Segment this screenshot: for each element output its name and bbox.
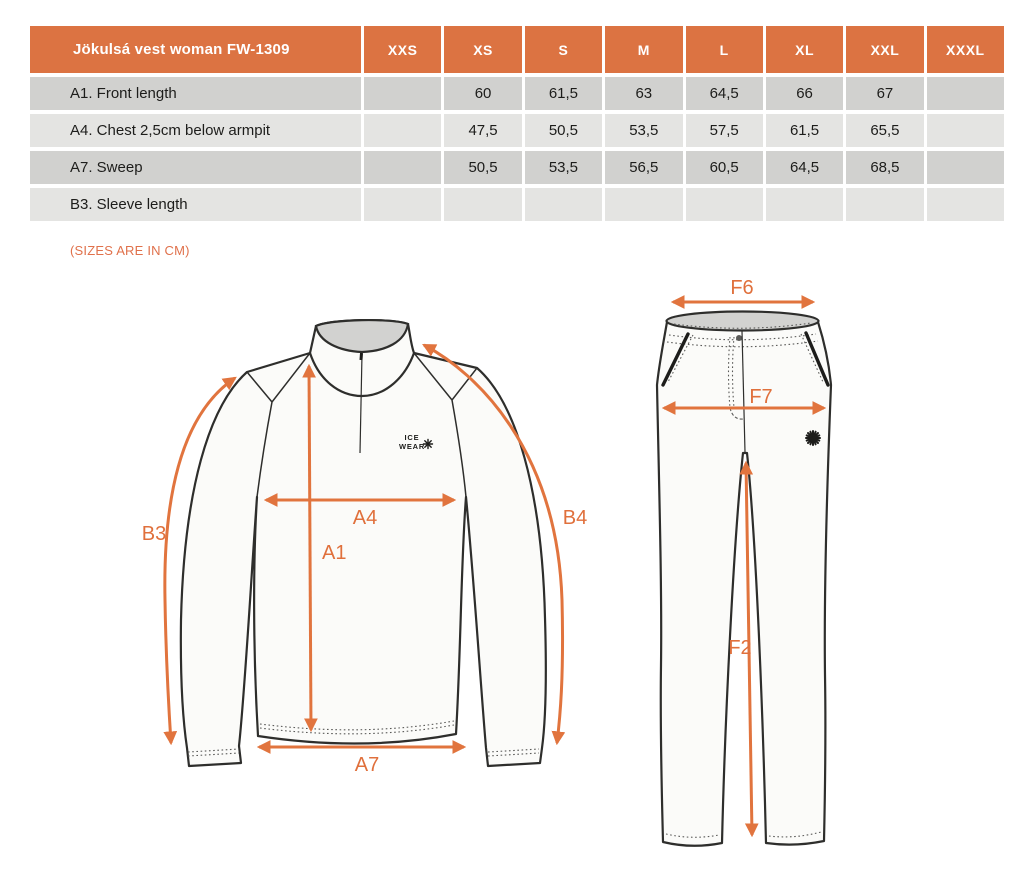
label-f6: F6	[730, 277, 754, 299]
size-value	[364, 114, 441, 147]
size-value	[605, 188, 682, 221]
size-value: 60	[444, 77, 521, 110]
size-value: 61,5	[766, 114, 843, 147]
size-value: 67	[846, 77, 923, 110]
pants-snowflake-icon	[806, 431, 820, 445]
column-header-xl: XL	[766, 26, 843, 73]
size-value: 56,5	[605, 151, 682, 184]
size-value: 65,5	[846, 114, 923, 147]
size-value	[364, 151, 441, 184]
label-f2: F2	[728, 637, 752, 659]
label-b4: B4	[562, 507, 588, 529]
size-value: 57,5	[686, 114, 763, 147]
pants-drawing	[657, 312, 831, 846]
logo-text-ice: ICE	[404, 433, 420, 442]
label-a4: A4	[352, 507, 378, 529]
size-value: 50,5	[525, 114, 602, 147]
size-chart-table	[30, 26, 1004, 221]
size-value	[927, 77, 1004, 110]
waist-button	[736, 335, 742, 341]
size-value	[364, 188, 441, 221]
row-label-chest: A4. Chest 2,5cm below armpit	[30, 114, 361, 147]
label-a1: A1	[322, 542, 347, 564]
size-value: 53,5	[525, 151, 602, 184]
size-chart-title: Jökulsá vest woman FW-1309	[30, 26, 361, 73]
size-value: 64,5	[766, 151, 843, 184]
size-value: 64,5	[686, 77, 763, 110]
column-header-xs: XS	[444, 26, 521, 73]
pants-diagram	[630, 275, 860, 865]
row-label-sleeve-length: B3. Sleeve length	[30, 188, 361, 221]
label-f7: F7	[749, 386, 773, 408]
label-a7: A7	[354, 754, 380, 776]
column-header-l: L	[686, 26, 763, 73]
size-value: 53,5	[605, 114, 682, 147]
arrow-a1	[309, 366, 311, 730]
column-header-m: M	[605, 26, 682, 73]
row-label-front-length: A1. Front length	[30, 77, 361, 110]
size-value: 61,5	[525, 77, 602, 110]
top-garment-diagram	[125, 300, 605, 780]
column-header-s: S	[525, 26, 602, 73]
column-header-xxs: XXS	[364, 26, 441, 73]
label-b3: B3	[141, 523, 167, 545]
size-value: 60,5	[686, 151, 763, 184]
size-value	[525, 188, 602, 221]
size-value: 68,5	[846, 151, 923, 184]
column-header-xxxl: XXXL	[927, 26, 1004, 73]
size-value	[686, 188, 763, 221]
size-value	[364, 77, 441, 110]
size-value	[927, 151, 1004, 184]
column-header-xxl: XXL	[846, 26, 923, 73]
sweater-drawing	[181, 320, 546, 766]
logo-text-wear: WEAR	[398, 442, 426, 451]
size-value: 47,5	[444, 114, 521, 147]
logo-snowflake-icon	[424, 440, 433, 449]
size-value: 66	[766, 77, 843, 110]
size-value	[927, 188, 1004, 221]
row-label-sweep: A7. Sweep	[30, 151, 361, 184]
size-value	[766, 188, 843, 221]
waist-opening	[667, 312, 819, 331]
size-value	[444, 188, 521, 221]
size-value	[846, 188, 923, 221]
size-value	[927, 114, 1004, 147]
units-note: (SIZES ARE IN CM)	[70, 243, 190, 258]
size-value: 63	[605, 77, 682, 110]
size-value: 50,5	[444, 151, 521, 184]
